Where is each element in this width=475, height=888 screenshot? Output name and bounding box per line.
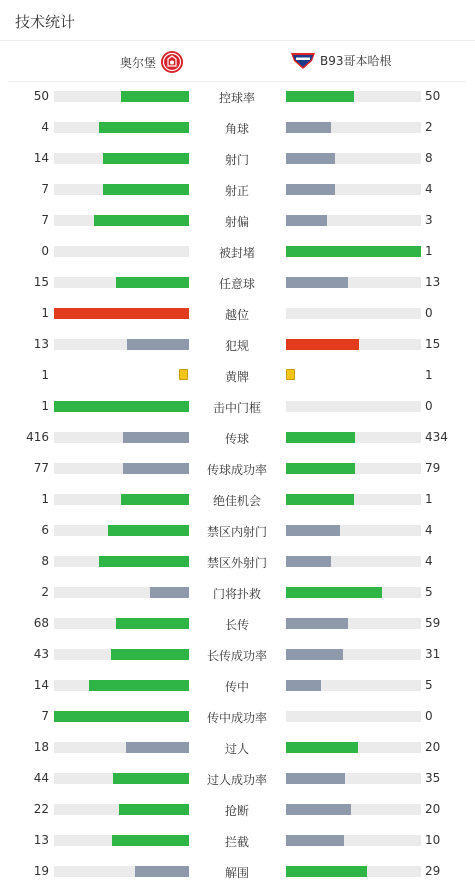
stats-list xyxy=(0,82,475,888)
away-bar-track xyxy=(286,804,421,815)
stat-row xyxy=(0,671,475,702)
away-bar-fill xyxy=(286,184,335,195)
stat-label: 绝佳机会 xyxy=(212,494,261,508)
away-bar-track xyxy=(286,649,421,660)
stat-row xyxy=(0,702,475,733)
home-bar-track xyxy=(54,773,189,784)
away-bar-fill xyxy=(286,494,354,505)
away-value: 10 xyxy=(425,833,441,847)
stat-label: 传中 xyxy=(224,680,249,694)
away-bar-track xyxy=(286,463,421,474)
away-bar-track xyxy=(286,246,421,257)
away-team-name: B93哥本哈根 xyxy=(320,53,392,68)
stat-label: 黄牌 xyxy=(224,370,249,384)
away-team-logo-icon xyxy=(290,50,316,70)
away-bar-fill xyxy=(286,246,421,257)
away-value: 29 xyxy=(425,864,441,878)
away-bar-track xyxy=(286,277,421,288)
header xyxy=(0,0,475,41)
stat-row xyxy=(0,454,475,485)
home-bar-track xyxy=(54,308,189,319)
home-bar-track xyxy=(54,184,189,195)
away-bar-fill xyxy=(286,153,335,164)
away-bar-fill xyxy=(286,835,344,846)
stat-row xyxy=(0,485,475,516)
home-bar-track xyxy=(54,742,189,753)
away-bar-track xyxy=(286,556,421,567)
away-value: 59 xyxy=(425,616,441,630)
away-bar-fill xyxy=(286,773,345,784)
home-bar-track xyxy=(54,835,189,846)
stat-label: 被封堵 xyxy=(218,246,255,260)
stat-row xyxy=(0,299,475,330)
stat-row xyxy=(0,113,475,144)
away-bar-fill xyxy=(286,525,340,536)
stat-label: 犯规 xyxy=(224,339,249,353)
away-value: 2 xyxy=(425,120,433,134)
home-bar-track xyxy=(54,618,189,629)
stat-row xyxy=(0,578,475,609)
stat-label: 过人成功率 xyxy=(206,773,267,787)
home-value: 7 xyxy=(41,182,49,196)
away-value: 0 xyxy=(425,306,433,320)
stat-row xyxy=(0,206,475,237)
away-bar-track xyxy=(286,153,421,164)
stat-label: 任意球 xyxy=(218,277,255,291)
home-bar-fill xyxy=(103,184,189,195)
away-bar-fill xyxy=(286,866,367,877)
home-value: 44 xyxy=(33,771,49,785)
away-value: 1 xyxy=(425,244,433,258)
home-value: 1 xyxy=(41,306,49,320)
stat-row xyxy=(0,733,475,764)
away-value: 0 xyxy=(425,709,433,723)
home-bar-fill xyxy=(121,91,189,102)
away-bar-track xyxy=(286,835,421,846)
home-bar-fill xyxy=(119,804,189,815)
home-bar-fill xyxy=(99,556,189,567)
stat-row xyxy=(0,330,475,361)
home-bar-track xyxy=(54,91,189,102)
away-team[interactable] xyxy=(290,50,392,70)
away-value: 35 xyxy=(425,771,441,785)
home-bar-fill xyxy=(123,463,189,474)
home-bar-fill xyxy=(150,587,189,598)
away-bar-track xyxy=(286,618,421,629)
stat-label: 抢断 xyxy=(224,804,249,818)
stat-row xyxy=(0,361,475,392)
away-bar-track xyxy=(286,432,421,443)
home-bar-track xyxy=(54,277,189,288)
away-bar-fill xyxy=(286,804,351,815)
home-bar-track xyxy=(54,401,189,412)
away-bar-fill xyxy=(286,432,355,443)
stat-label: 越位 xyxy=(224,308,249,322)
home-bar-fill xyxy=(89,680,189,691)
home-value: 43 xyxy=(33,647,49,661)
away-value: 4 xyxy=(425,182,433,196)
stat-row xyxy=(0,640,475,671)
home-value: 416 xyxy=(26,430,49,444)
home-value: 4 xyxy=(41,120,49,134)
home-bar-track xyxy=(54,587,189,598)
home-value: 1 xyxy=(41,399,49,413)
home-value: 6 xyxy=(41,523,49,537)
home-bar-fill xyxy=(54,711,189,722)
away-value: 5 xyxy=(425,678,433,692)
away-bar-track xyxy=(286,525,421,536)
away-bar-fill xyxy=(286,649,343,660)
away-bar-fill xyxy=(286,556,331,567)
home-bar-track xyxy=(54,525,189,536)
home-bar-track xyxy=(54,494,189,505)
stat-label: 拦截 xyxy=(224,835,249,849)
away-bar-track xyxy=(286,742,421,753)
home-value: 2 xyxy=(41,585,49,599)
stat-label: 射门 xyxy=(224,153,249,167)
away-bar-fill xyxy=(286,277,348,288)
home-value: 13 xyxy=(33,337,49,351)
stat-row xyxy=(0,268,475,299)
home-bar-track xyxy=(54,432,189,443)
stat-row xyxy=(0,547,475,578)
home-bar-fill xyxy=(113,773,189,784)
home-value: 8 xyxy=(41,554,49,568)
away-bar-fill xyxy=(286,680,321,691)
away-yellow-card-icon xyxy=(286,369,295,380)
home-value: 13 xyxy=(33,833,49,847)
stat-row xyxy=(0,423,475,454)
teams-row xyxy=(8,41,467,82)
away-bar-track xyxy=(286,122,421,133)
home-bar-fill xyxy=(116,277,189,288)
home-bar-fill xyxy=(99,122,189,133)
home-value: 0 xyxy=(41,244,49,258)
stat-label: 传球 xyxy=(224,432,249,446)
stat-label: 长传 xyxy=(224,618,249,632)
home-bar-track xyxy=(54,649,189,660)
stat-row xyxy=(0,857,475,888)
away-value: 434 xyxy=(425,430,448,444)
home-value: 14 xyxy=(33,678,49,692)
page-title: 技术统计 xyxy=(15,13,76,31)
away-bar-track xyxy=(286,339,421,350)
away-bar-fill xyxy=(286,91,354,102)
away-bar-track xyxy=(286,680,421,691)
away-bar-track xyxy=(286,184,421,195)
stat-label: 禁区内射门 xyxy=(206,525,267,539)
away-value: 3 xyxy=(425,213,433,227)
stat-label: 传球成功率 xyxy=(206,463,267,477)
home-value: 19 xyxy=(33,864,49,878)
home-bar-fill xyxy=(121,494,189,505)
away-bar-track xyxy=(286,308,421,319)
away-bar-fill xyxy=(286,618,348,629)
home-bar-track xyxy=(54,711,189,722)
stat-label: 射正 xyxy=(224,184,249,198)
stat-label: 禁区外射门 xyxy=(206,556,267,570)
stat-label: 长传成功率 xyxy=(206,649,267,663)
home-value: 77 xyxy=(33,461,49,475)
stat-row xyxy=(0,826,475,857)
away-value: 1 xyxy=(425,368,433,382)
home-bar-track xyxy=(54,215,189,226)
home-value: 7 xyxy=(41,709,49,723)
home-team-name: 奥尔堡 xyxy=(119,55,156,70)
home-bar-track xyxy=(54,556,189,567)
home-value: 1 xyxy=(41,368,49,382)
home-bar-fill xyxy=(135,866,189,877)
away-value: 4 xyxy=(425,523,433,537)
away-bar-fill xyxy=(286,339,359,350)
home-bar-fill xyxy=(112,835,189,846)
stat-row xyxy=(0,795,475,826)
home-bar-track xyxy=(54,246,189,257)
home-value: 15 xyxy=(33,275,49,289)
stat-label: 门将扑救 xyxy=(212,587,261,601)
home-bar-fill xyxy=(127,339,189,350)
home-value: 18 xyxy=(33,740,49,754)
away-bar-track xyxy=(286,494,421,505)
away-value: 15 xyxy=(425,337,441,351)
stat-row xyxy=(0,764,475,795)
away-bar-fill xyxy=(286,215,327,226)
home-bar-fill xyxy=(116,618,189,629)
home-bar-track xyxy=(54,122,189,133)
home-value: 50 xyxy=(33,89,49,103)
home-bar-track xyxy=(54,463,189,474)
home-team[interactable] xyxy=(120,50,184,74)
home-bar-fill xyxy=(108,525,189,536)
stat-label: 角球 xyxy=(224,122,249,136)
stat-label: 解围 xyxy=(224,866,249,880)
home-bar-fill xyxy=(103,153,189,164)
stat-row xyxy=(0,144,475,175)
away-bar-fill xyxy=(286,587,382,598)
home-value: 68 xyxy=(33,616,49,630)
away-bar-track xyxy=(286,215,421,226)
home-bar-track xyxy=(54,804,189,815)
stat-row xyxy=(0,609,475,640)
away-value: 50 xyxy=(425,89,441,103)
home-bar-fill xyxy=(126,742,189,753)
stat-row xyxy=(0,237,475,268)
away-value: 5 xyxy=(425,585,433,599)
away-bar-track xyxy=(286,401,421,412)
home-bar-track xyxy=(54,339,189,350)
home-value: 14 xyxy=(33,151,49,165)
home-bar-fill xyxy=(94,215,189,226)
away-bar-fill xyxy=(286,122,331,133)
stat-label: 传中成功率 xyxy=(206,711,267,725)
home-value: 7 xyxy=(41,213,49,227)
away-value: 0 xyxy=(425,399,433,413)
away-value: 1 xyxy=(425,492,433,506)
stat-row xyxy=(0,175,475,206)
home-bar-track xyxy=(54,153,189,164)
stat-row xyxy=(0,392,475,423)
stat-label: 过人 xyxy=(224,742,249,756)
away-value: 20 xyxy=(425,802,441,816)
home-value: 1 xyxy=(41,492,49,506)
away-bar-track xyxy=(286,773,421,784)
stat-label: 控球率 xyxy=(218,91,255,105)
home-bar-fill xyxy=(123,432,189,443)
stat-label: 射偏 xyxy=(224,215,249,229)
away-bar-track xyxy=(286,91,421,102)
home-yellow-card-icon xyxy=(179,369,188,380)
away-bar-track xyxy=(286,866,421,877)
home-bar-fill xyxy=(54,308,189,319)
away-bar-fill xyxy=(286,463,355,474)
away-value: 31 xyxy=(425,647,441,661)
home-bar-fill xyxy=(111,649,189,660)
stat-label: 击中门框 xyxy=(212,401,261,415)
stat-row xyxy=(0,82,475,113)
home-bar-fill xyxy=(54,401,189,412)
away-value: 8 xyxy=(425,151,433,165)
away-value: 13 xyxy=(425,275,441,289)
home-bar-track xyxy=(54,866,189,877)
away-value: 79 xyxy=(425,461,441,475)
away-bar-fill xyxy=(286,742,358,753)
home-bar-track xyxy=(54,680,189,691)
away-bar-track xyxy=(286,587,421,598)
home-value: 22 xyxy=(33,802,49,816)
stat-row xyxy=(0,516,475,547)
away-value: 4 xyxy=(425,554,433,568)
away-bar-track xyxy=(286,711,421,722)
away-value: 20 xyxy=(425,740,441,754)
home-team-logo-icon xyxy=(160,50,184,74)
